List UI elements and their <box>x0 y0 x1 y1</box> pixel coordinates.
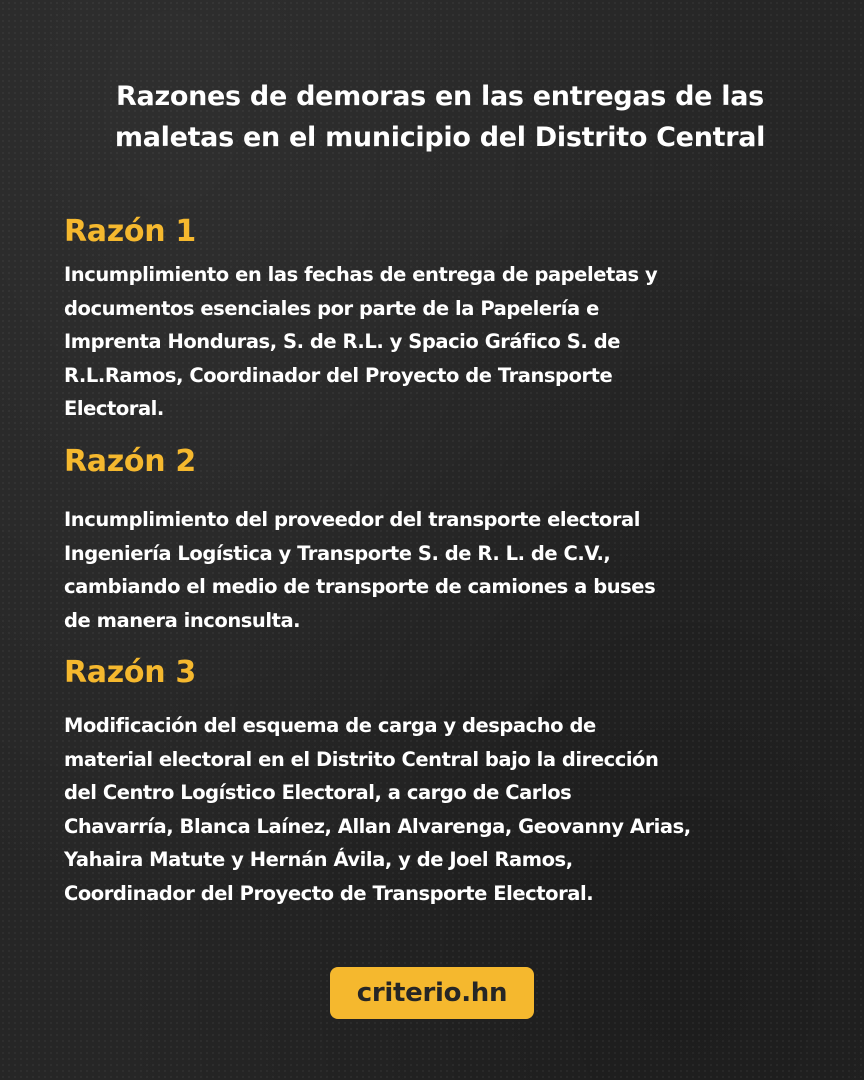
reason-3-text <box>64 709 764 910</box>
reason-2-heading: Razón 2 <box>64 444 196 479</box>
reason-2-text <box>64 503 764 637</box>
page-title <box>60 76 820 158</box>
reason-3-line: material electoral en el Distrito Central bajo la dirección <box>64 747 659 771</box>
reason-2-line: de manera inconsulta. <box>64 608 301 632</box>
reason-3-line: del Centro Logístico Electoral, a cargo de Carlos <box>64 781 572 804</box>
reason-1-line: documentos esenciales por parte de la Papelería e <box>64 296 599 320</box>
reason-2-line: Ingeniería Logística y Transporte S. de R. L. de C.V., <box>64 541 611 565</box>
reason-3-line: Yahaira Matute y Hernán Ávila, y de Joel Ramos, <box>64 848 573 871</box>
reason-1-line: Electoral. <box>64 397 164 420</box>
title-line-2: maletas en el municipio del Distrito Central <box>114 122 766 153</box>
reason-3-line: Chavarría, Blanca Laínez, Allan Alvarenga, Geovanny Arias, <box>64 814 691 838</box>
reason-3-line: Modificación del esquema de carga y despacho de <box>64 714 596 737</box>
reason-3-heading: Razón 3 <box>64 655 196 690</box>
reason-2-line: Incumplimiento del proveedor del transporte electoral <box>64 508 640 531</box>
reason-3-line: Coordinador del Proyecto de Transporte Electoral. <box>64 881 594 905</box>
reason-1-line: R.L.Ramos, Coordinador del Proyecto de Transporte <box>64 363 613 387</box>
criterio-logo <box>330 967 534 1019</box>
logo-text: criterio.hn <box>356 978 508 1008</box>
reason-1-heading: Razón 1 <box>64 214 196 249</box>
reason-1-line: Imprenta Honduras, S. de R.L. y Spacio Gráfico S. de <box>64 330 620 353</box>
reason-1-line: Incumplimiento en las fechas de entrega de papeletas y <box>64 263 658 286</box>
reason-2-line: cambiando el medio de transporte de camiones a buses <box>64 575 656 598</box>
reason-1-text <box>64 258 764 426</box>
title-line-1: Razones de demoras en las entregas de las <box>116 81 764 112</box>
